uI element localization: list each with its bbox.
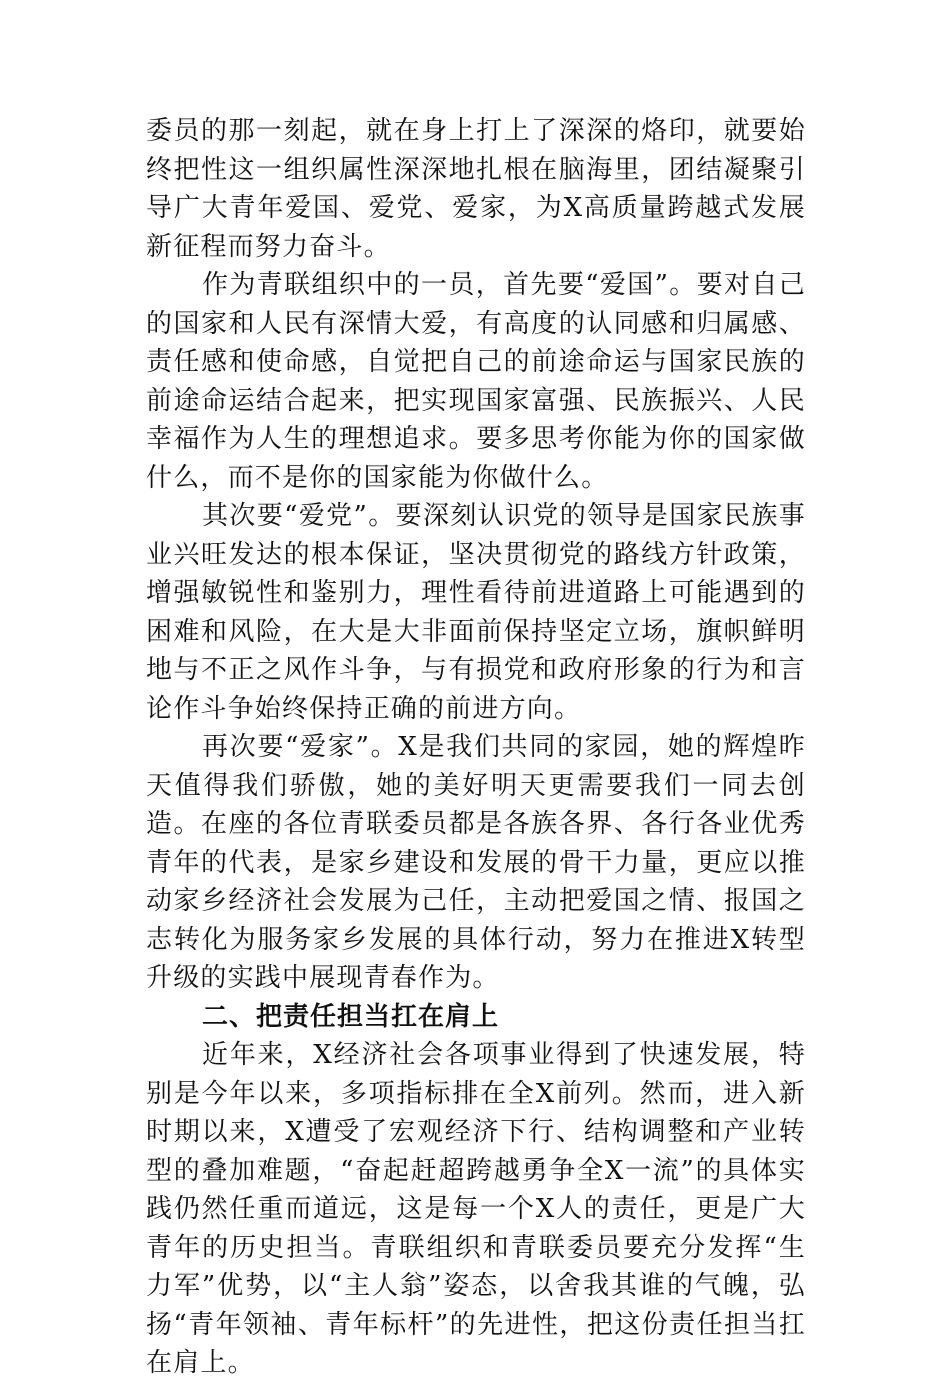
paragraph-love-home: 再次要“爱家”。X是我们共同的家园，她的辉煌昨天值得我们骄傲，她的美好明天更需要我们一同去创造。在座的各位青联委员都是各族各界、各行各业优秀青年的代表，是家乡建设和发展的骨干力量，更应以推动家乡经济社会发展为己任，主动把爱国之情、报国之志转化为服务家乡发展的具体行动，努力在推进X转型升级的实践中展现青春作为。 (146, 732, 806, 993)
paragraph-continuation: 委员的那一刻起，就在身上打上了深深的烙印，就要始终把性这一组织属性深深地扎根在脑海里，团结凝聚引导广大青年爱国、爱党、爱家，为X高质量跨越式发展新征程而努力奋斗。 (146, 116, 806, 262)
paragraph-responsibility: 近年来，X经济社会各项事业得到了快速发展，特别是今年以来，多项指标排在全X前列。然而，进入新时期以来，X遭受了宏观经济下行、结构调整和产业转型的叠加难题，“奋起赶超跨越勇争全X一流”的具体实践仍然任重而道远，这是每一个X人的责任，更是广大青年的历史担当。青联组织和青联委员要充分发挥“生力军”优势，以“主人翁”姿态，以舍我其谁的气魄，弘扬“青年领袖、青年标杆”的先进性，把这份责任担当扛在肩上。 (146, 1040, 806, 1378)
paragraph-love-party: 其次要“爱党”。要深刻认识党的领导是国家民族事业兴旺发达的根本保证，坚决贯彻党的路线方针政策，增强敏锐性和鉴别力，理性看待前进道路上可能遇到的困难和风险，在大是大非面前保持坚定立场，旗帜鲜明地与不正之风作斗争，与有损党和政府形象的行为和言论作斗争始终保持正确的前进方向。 (146, 501, 806, 724)
section-heading: 二、把责任担当扛在肩上 (202, 1001, 500, 1032)
document-body (146, 112, 806, 1383)
paragraph-love-country: 作为青联组织中的一员，首先要“爱国”。要对自己的国家和人民有深情大爱，有高度的认同感和归属感、责任感和使命感，自觉把自己的前途命运与国家民族的前途命运结合起来，把实现国家富强、民族振兴、人民幸福作为人生的理想追求。要多思考你能为你的国家做什么，而不是你的国家能为你做什么。 (146, 270, 806, 493)
